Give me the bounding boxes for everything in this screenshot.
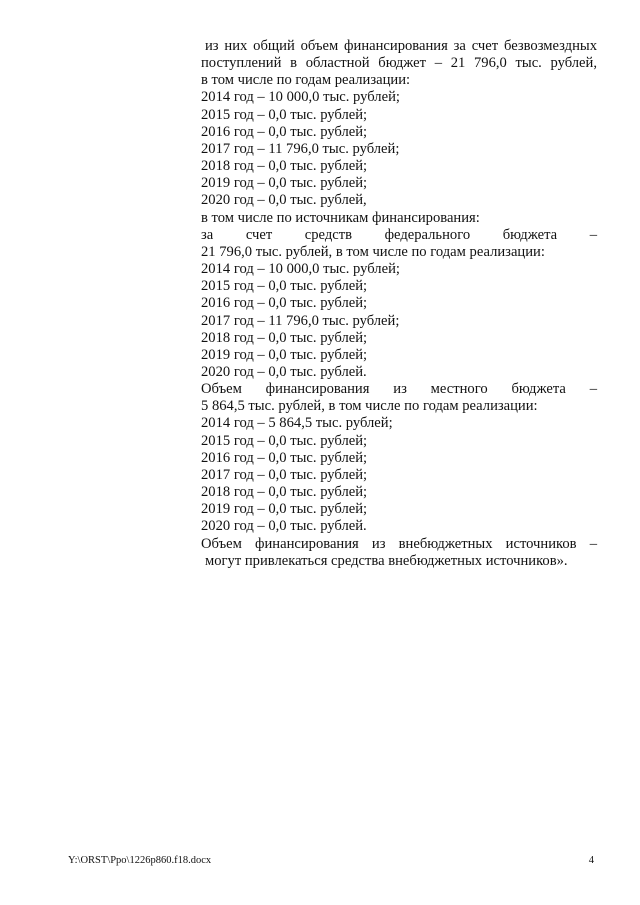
text-line: в том числе по годам реализации:	[201, 72, 411, 89]
text-line: 2019 год – 0,0 тыс. рублей;	[201, 346, 368, 363]
text-line: 2018 год – 0,0 тыс. рублей;	[201, 158, 368, 175]
text-line: 2018 год – 0,0 тыс. рублей;	[201, 329, 368, 346]
text-line: поступлений в областной бюджет – 21 796,0 тыс. рублей,	[201, 55, 597, 72]
text-line: 2019 год – 0,0 тыс. рублей;	[201, 175, 368, 192]
text-line: в том числе по источникам финансирования:	[201, 209, 480, 226]
text-line: 2015 год – 0,0 тыс. рублей;	[201, 432, 368, 449]
text-line: 2020 год – 0,0 тыс. рублей.	[201, 518, 367, 535]
text-line: 2014 год – 10 000,0 тыс. рублей;	[201, 89, 400, 106]
text-line: 5 864,5 тыс. рублей, в том числе по годам реализации:	[201, 398, 538, 415]
text-line: за счет средств федерального бюджета –	[201, 226, 597, 243]
text-line: 2016 год – 0,0 тыс. рублей;	[201, 449, 368, 466]
text-line: 2016 год – 0,0 тыс. рублей;	[201, 123, 368, 140]
text-line: 2015 год – 0,0 тыс. рублей;	[201, 106, 368, 123]
text-line: 2020 год – 0,0 тыс. рублей.	[201, 363, 367, 380]
text-line: 2019 год – 0,0 тыс. рублей;	[201, 501, 368, 518]
text-line: Объем финансирования из местного бюджета –	[201, 381, 597, 398]
text-line: из них общий объем финансирования за счет безвозмездных	[205, 38, 597, 54]
text-line: Объем финансирования из внебюджетных источников –	[201, 535, 597, 552]
text-line: 2020 год – 0,0 тыс. рублей,	[201, 192, 367, 209]
text-line: 2017 год – 11 796,0 тыс. рублей;	[201, 312, 400, 329]
text-line: 2016 год – 0,0 тыс. рублей;	[201, 295, 368, 312]
footer-page-number: 4	[588, 855, 594, 866]
footer-file-path: Y:\ORST\Ppo\1226p860.f18.docx	[68, 855, 212, 866]
text-line: 2014 год – 5 864,5 тыс. рублей;	[201, 415, 393, 432]
text-line: 2014 год – 10 000,0 тыс. рублей;	[201, 261, 400, 278]
text-line: могут привлекаться средства внебюджетных источников».	[205, 552, 568, 569]
text-line: 2018 год – 0,0 тыс. рублей;	[201, 484, 368, 501]
text-line: 2017 год – 11 796,0 тыс. рублей;	[201, 140, 400, 157]
text-line: 2017 год – 0,0 тыс. рублей;	[201, 466, 368, 483]
text-line: 21 796,0 тыс. рублей, в том числе по годам реализации:	[201, 243, 545, 260]
document-body	[201, 38, 597, 570]
text-line: 2015 год – 0,0 тыс. рублей;	[201, 278, 368, 295]
